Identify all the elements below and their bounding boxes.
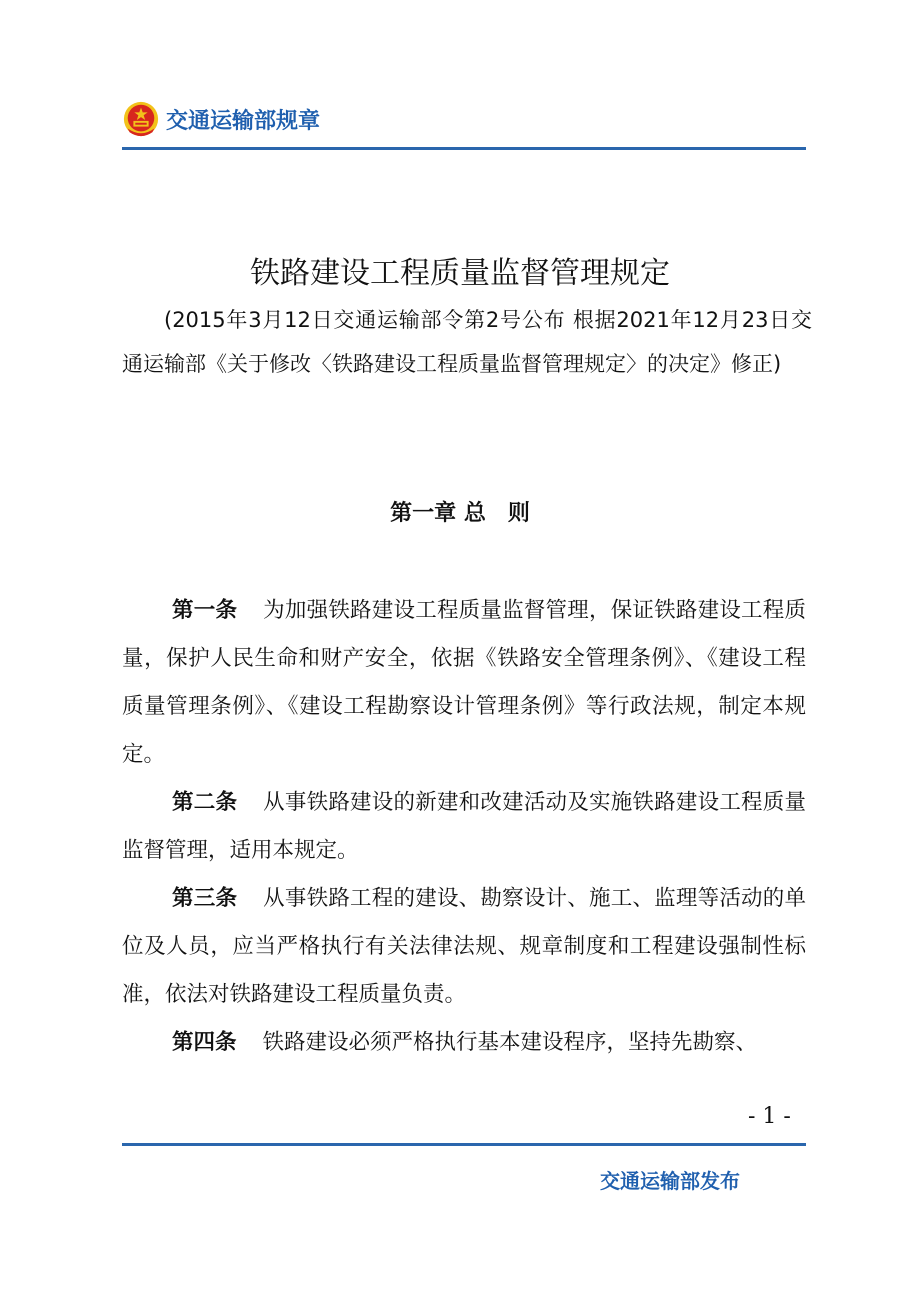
article <box>122 1019 806 1067</box>
footer-divider <box>122 1143 806 1146</box>
article-number: 第一条 <box>172 598 238 623</box>
article-number: 第三条 <box>172 886 238 911</box>
article-list <box>122 587 806 1067</box>
chapter-heading: 第一章 总 则 <box>390 501 530 526</box>
article <box>122 587 806 779</box>
document-subtitle: (2015年3月12日交通运输部令第2号公布 根据2021年12月23日交通运输部《关于修改〈铁路建设工程质量监督管理规定〉的决定》修正) <box>122 308 812 376</box>
article-text: 铁路建设必须严格执行基本建设程序，坚持先勘察、 <box>262 1030 758 1055</box>
national-emblem-icon <box>122 100 160 138</box>
article <box>122 875 806 1019</box>
header-divider <box>122 147 806 150</box>
publisher-label: 交通运输部发布 <box>600 1169 740 1193</box>
article-text: 从事铁路建设的新建和改建活动及实施铁路建设工程质量监督管理，适用本规定。 <box>122 790 806 863</box>
article-number: 第二条 <box>172 790 238 815</box>
article <box>122 779 806 875</box>
article-number: 第四条 <box>172 1030 237 1055</box>
document-title: 铁路建设工程质量监督管理规定 <box>250 256 670 291</box>
header-title: 交通运输部规章 <box>166 108 321 134</box>
page-number: - 1 - <box>748 1104 791 1129</box>
page-header <box>122 96 320 142</box>
article-text: 为加强铁路建设工程质量监督管理，保证铁路建设工程质量，保护人民生命和财产安全，依据《铁路安全管理条例》、《建设工程质量管理条例》、《建设工程勘察设计管理条例》等行政法规，制定本规定。 <box>122 598 806 767</box>
article-text: 从事铁路工程的建设、勘察设计、施工、监理等活动的单位及人员，应当严格执行有关法律法规、规章制度和工程建设强制性标准，依法对铁路建设工程质量负责。 <box>122 886 806 1007</box>
